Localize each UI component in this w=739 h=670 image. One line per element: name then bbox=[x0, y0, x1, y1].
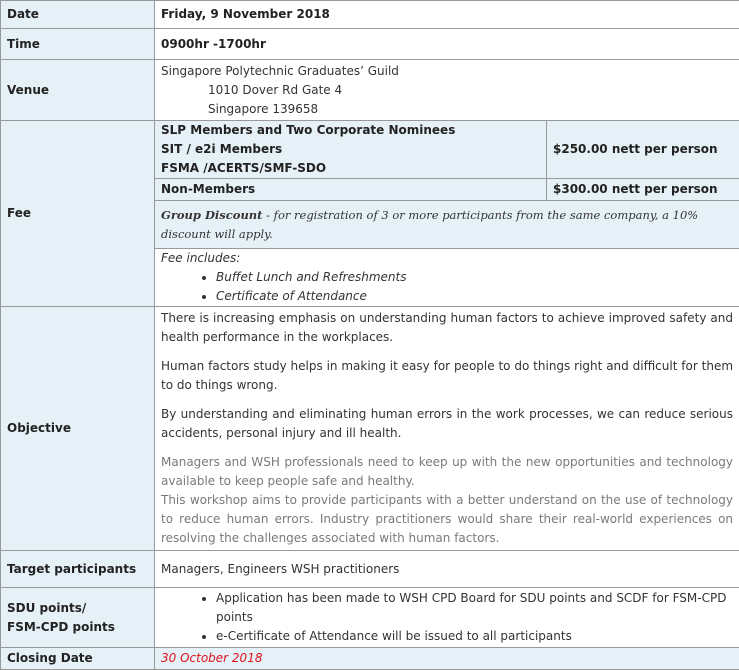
venue-line-2: 1010 Dover Rd Gate 4 bbox=[161, 81, 733, 100]
objective-paragraph-4: Managers and WSH professionals need to keep up with the new opportunities and technology available to keep people safe and healthy. bbox=[161, 453, 733, 491]
group-discount-title: Group Discount bbox=[161, 208, 262, 222]
time-label: Time bbox=[1, 29, 155, 60]
sdu-label-line-2: FSM-CPD points bbox=[7, 618, 148, 637]
sdu-list bbox=[161, 589, 733, 646]
sdu-item: • Application has been made to WSH CPD Board for SDU points and SCDF for FSM-CPD points bbox=[216, 589, 733, 627]
objective-text bbox=[155, 307, 739, 551]
group-discount bbox=[155, 201, 739, 249]
venue-value bbox=[155, 60, 739, 121]
time-value: 0900hr -1700hr bbox=[155, 29, 739, 60]
row-fee-members bbox=[1, 121, 739, 179]
fee-member-categories bbox=[155, 121, 547, 179]
fee-nonmember-label: Non-Members bbox=[155, 179, 547, 201]
venue-label: Venue bbox=[1, 60, 155, 121]
fee-include-item: • Certificate of Attendance bbox=[216, 287, 733, 306]
fee-member-price: $250.00 nett per person bbox=[547, 121, 739, 179]
group-discount-text bbox=[161, 208, 698, 241]
fee-label: Fee bbox=[1, 121, 155, 307]
sdu-value bbox=[155, 588, 739, 648]
row-date bbox=[1, 1, 739, 29]
group-discount-body: - for registration of 3 or more participants from the same company, a 10% discount will apply. bbox=[161, 208, 698, 241]
date-value: Friday, 9 November 2018 bbox=[155, 1, 739, 29]
closing-value: 30 October 2018 bbox=[155, 648, 739, 670]
date-label: Date bbox=[1, 1, 155, 29]
row-closing bbox=[1, 648, 739, 670]
sdu-label bbox=[1, 588, 155, 648]
objective-paragraph-5: This workshop aims to provide participants with a better understand on the use of technology to reduce human errors. Industry practitioners would share their real-world experiences on resolving the challenges associated with human factors. bbox=[161, 491, 733, 548]
fee-member-line-2: SIT / e2i Members bbox=[161, 140, 540, 159]
target-label: Target participants bbox=[1, 551, 155, 588]
sdu-label-line-1: SDU points/ bbox=[7, 599, 148, 618]
sdu-item: • e-Certificate of Attendance will be issued to all participants bbox=[216, 627, 733, 646]
objective-paragraph-2: Human factors study helps in making it easy for people to do things right and difficult for them to do things wrong. bbox=[161, 357, 733, 395]
fee-includes-list bbox=[161, 268, 733, 306]
fee-nonmember-price: $300.00 nett per person bbox=[547, 179, 739, 201]
row-target bbox=[1, 551, 739, 588]
venue-line-3: Singapore 139658 bbox=[161, 100, 733, 119]
objective-label: Objective bbox=[1, 307, 155, 551]
fee-member-line-1: SLP Members and Two Corporate Nominees bbox=[161, 121, 540, 140]
row-objective bbox=[1, 307, 739, 551]
fee-member-line-3: FSMA /ACERTS/SMF-SDO bbox=[161, 159, 540, 178]
target-value: Managers, Engineers WSH practitioners bbox=[155, 551, 739, 588]
objective-paragraph-3: By understanding and eliminating human errors in the work processes, we can reduce serious accidents, personal injury and ill health. bbox=[161, 405, 733, 443]
closing-label: Closing Date bbox=[1, 648, 155, 670]
venue-line-1: Singapore Polytechnic Graduates’ Guild bbox=[161, 62, 733, 81]
row-sdu bbox=[1, 588, 739, 648]
objective-paragraph-1: There is increasing emphasis on understanding human factors to achieve improved safety and health performance in the workplaces. bbox=[161, 309, 733, 347]
fee-include-item: • Buffet Lunch and Refreshments bbox=[216, 268, 733, 287]
fee-includes-title: Fee includes: bbox=[161, 249, 733, 268]
fee-includes bbox=[155, 249, 739, 307]
row-venue bbox=[1, 60, 739, 121]
row-time bbox=[1, 29, 739, 60]
